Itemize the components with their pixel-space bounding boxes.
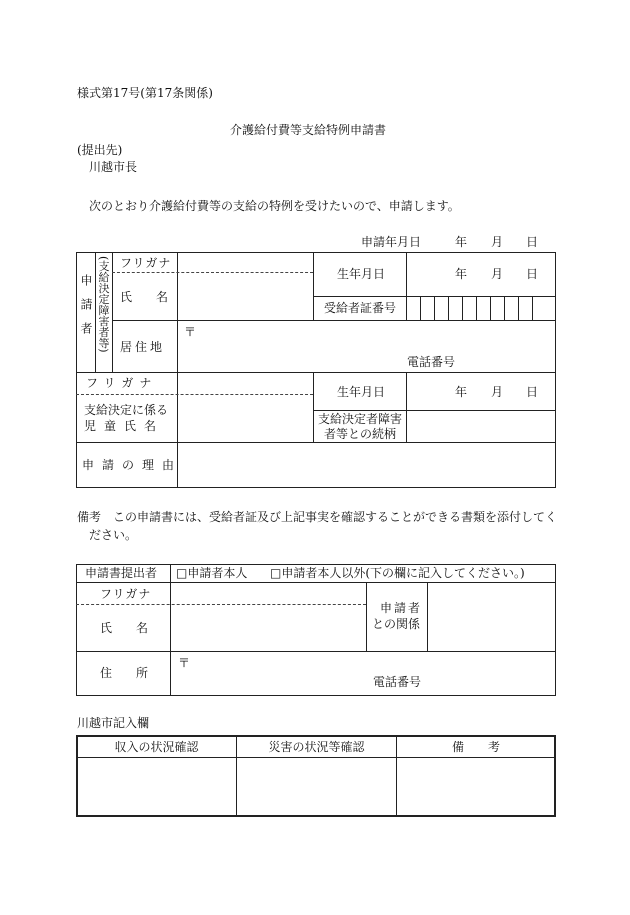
- date-year-unit: 年: [455, 235, 468, 249]
- certificate-number-label: 受給者証番号: [324, 301, 397, 315]
- date-month-unit: 月: [491, 235, 504, 249]
- income-check-header: 収入の状況確認: [114, 740, 199, 754]
- child-relation-label-line2: 者等との続柄: [324, 427, 397, 441]
- applicant-table: [76, 252, 556, 488]
- child-birth-label: 生年月日: [337, 385, 386, 399]
- child-furigana-label: フリガナ: [86, 376, 158, 390]
- disaster-check-header: 災害の状況等確認: [268, 740, 365, 754]
- submitter-postal-mark: 〒: [178, 656, 191, 670]
- applicant-birth-year: 年: [455, 267, 468, 281]
- submitter-option-self[interactable]: □申請者本人: [176, 566, 248, 580]
- submitter-address-label: 住 所: [100, 666, 155, 680]
- submitter-name-label: 氏 名: [100, 621, 155, 635]
- applicant-name-label: 氏 名: [120, 290, 175, 304]
- applicant-side-label: 申請者: [79, 274, 93, 346]
- applicant-birth-label: 生年月日: [337, 267, 386, 281]
- child-birth-day: 日: [526, 385, 539, 399]
- note-line1: 備考 この申請書には、受給者証及び上記事実を確認することができる書類を添付してく: [77, 510, 558, 524]
- application-statement: 次のとおり介護給付費等の支給の特例を受けたいので、申請します。: [89, 199, 460, 213]
- applicant-phone-label: 電話番号: [407, 355, 456, 369]
- reason-label: 申請の理由: [82, 458, 183, 472]
- child-birth-year: 年: [455, 385, 468, 399]
- postal-mark: 〒: [184, 325, 197, 339]
- applicant-birth-month: 月: [491, 267, 504, 281]
- form-number: 様式第17号(第17条関係): [77, 86, 213, 100]
- applicant-address-label: 居住地: [120, 340, 166, 354]
- submitter-phone-label: 電話番号: [373, 675, 422, 689]
- submitter-label: 申請書提出者: [85, 566, 158, 580]
- submitter-relation-line2: との関係: [372, 617, 421, 631]
- child-birth-month: 月: [491, 385, 504, 399]
- child-name-label-line1: 支給決定に係る: [84, 403, 169, 417]
- remarks-header: 備 考: [451, 740, 500, 754]
- application-date-label: 申請年月日: [361, 235, 422, 249]
- city-section-title: 川越市記入欄: [77, 716, 150, 730]
- submitter-option-other[interactable]: □申請者本人以外(下の欄に記入してください。): [270, 566, 525, 580]
- form-title: 介護給付費等支給特例申請書: [230, 123, 387, 137]
- recipient: 川越市長: [89, 160, 138, 174]
- applicant-side-sublabel: (支給決定障害者等): [97, 256, 110, 353]
- date-day-unit: 日: [526, 235, 539, 249]
- child-name-label-line2: 児童氏名: [84, 419, 165, 433]
- applicant-furigana-label: フリガナ: [120, 256, 172, 270]
- submitter-relation-line1: 申請者: [380, 601, 423, 615]
- applicant-birth-day: 日: [526, 267, 539, 281]
- submitter-furigana-label: フリガナ: [100, 587, 152, 601]
- note-line2: ださい。: [89, 528, 138, 542]
- submit-to-label: (提出先): [77, 143, 123, 157]
- child-relation-label-line1: 支給決定者障害: [318, 412, 403, 426]
